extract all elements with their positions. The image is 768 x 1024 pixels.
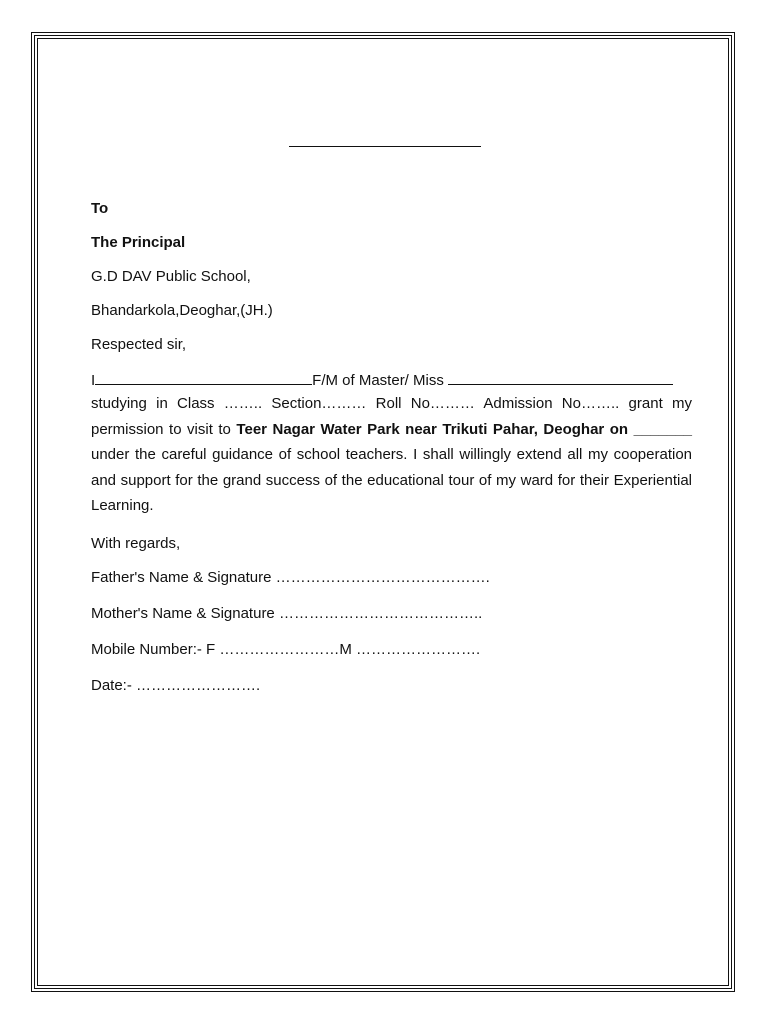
father-signature-field[interactable]: Father's Name & Signature ……………………………………. [91, 568, 490, 586]
date-field[interactable]: Date:- ……………………. [91, 676, 261, 694]
ward-name-blank[interactable] [448, 370, 673, 385]
consent-paragraph [91, 370, 692, 519]
recipient: The Principal [91, 234, 186, 251]
parent-name-blank[interactable] [95, 370, 312, 385]
mother-signature-field[interactable]: Mother's Name & Signature ………………………………….. [91, 604, 483, 622]
date-blank[interactable]: _______ [633, 420, 693, 438]
mobile-number-field[interactable]: Mobile Number:- F ……………………M ……………………. [91, 640, 481, 658]
destination: Teer Nagar Water Park near Trikuti Pahar, Deoghar on [236, 420, 629, 438]
letter-body [91, 200, 692, 713]
intro-middle: F/M of Master/ Miss [312, 372, 444, 389]
school-address: Bhandarkola,Deoghar,(JH.) [91, 302, 273, 319]
intro-prefix: I [91, 372, 96, 389]
consent-remainder: under the careful guidance of school teachers. I shall willingly extend all my cooperation and support for the grand success of the educational tour of my ward for their Experiential Learning. [91, 446, 692, 514]
closing: With regards, [91, 534, 181, 552]
title-blank-line [289, 146, 481, 147]
school-name: G.D DAV Public School, [91, 268, 251, 285]
to-label: To [91, 200, 109, 217]
consent-first-line [91, 370, 692, 391]
consent-class-details: studying in Class …….. Section……… Roll No……… Admission No…….. grant my permission to visit to [91, 395, 692, 438]
salutation: Respected sir, [91, 336, 187, 353]
